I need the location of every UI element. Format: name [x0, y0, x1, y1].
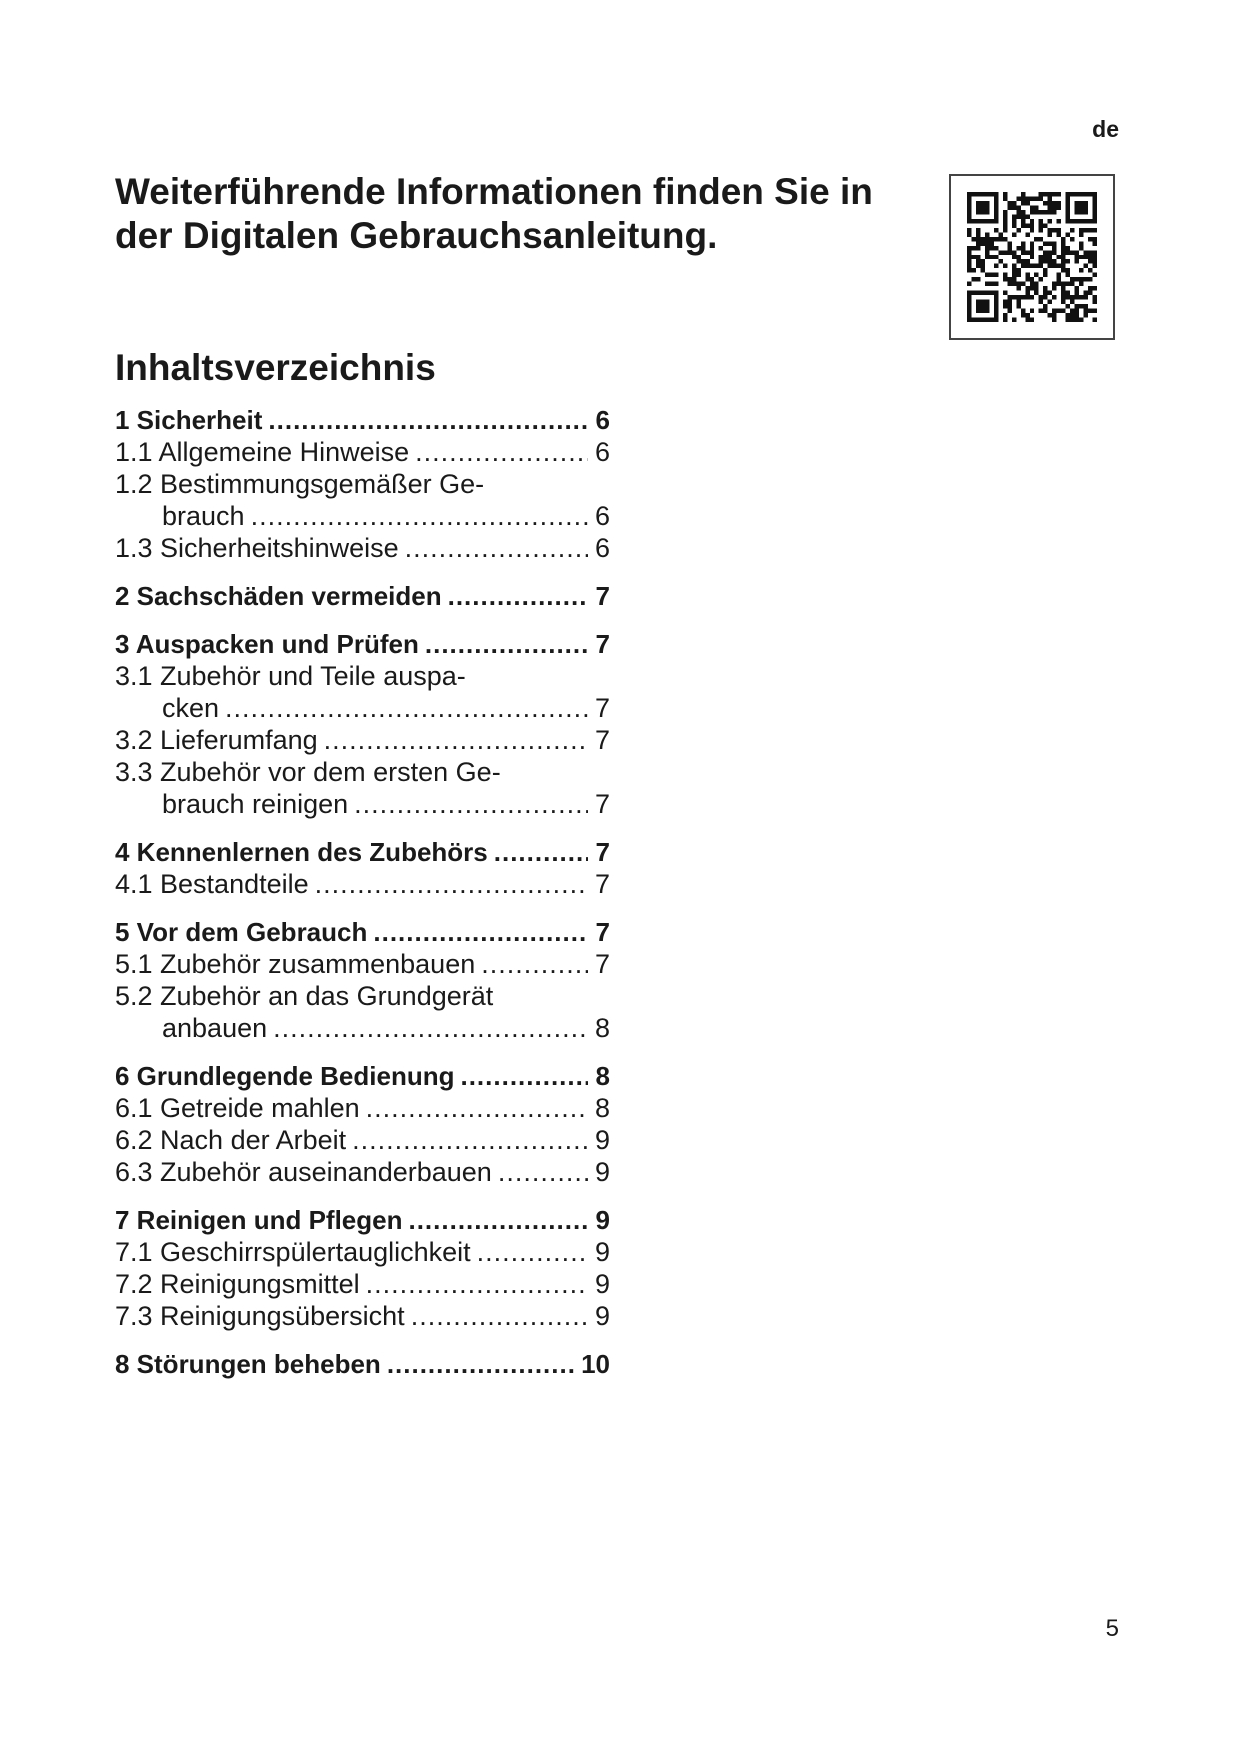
toc-chapter-title: 1 Sicherheit	[115, 405, 263, 435]
toc-page-number: 9	[594, 1269, 610, 1299]
toc-chapter-title: 5 Vor dem Gebrauch	[115, 917, 368, 947]
toc-page-number: 8	[594, 1093, 610, 1123]
toc-section-title: 6.1 Getreide mahlen	[115, 1093, 360, 1123]
toc-chapter-title: 6 Grundlegende Bedienung	[115, 1061, 455, 1091]
toc-chapter-entry[interactable]	[115, 836, 610, 868]
intro-line-1: Weiterführende Informationen finden Sie in	[115, 171, 873, 212]
toc-leader-dots	[366, 1092, 588, 1124]
toc-leader-dots	[405, 532, 588, 564]
toc-chapter-title: 4 Kennenlernen des Zubehörs	[115, 837, 488, 867]
toc-section-entry[interactable]	[115, 1156, 610, 1188]
toc-page-number: 8	[594, 1013, 610, 1043]
toc-section-title: 5.2 Zubehör an das Grundgerät	[115, 981, 494, 1011]
toc-leader-dots	[415, 436, 588, 468]
toc-chapter	[115, 1348, 610, 1380]
toc-leader-dots	[273, 1012, 588, 1044]
toc-page-number: 7	[595, 837, 610, 867]
toc-chapter-title: 7 Reinigen und Pflegen	[115, 1205, 403, 1235]
toc-page-number: 7	[594, 869, 610, 899]
toc-section-entry[interactable]	[115, 692, 610, 724]
toc-leader-dots	[498, 1156, 588, 1188]
toc-chapter-entry[interactable]	[115, 1348, 610, 1380]
toc-section-entry[interactable]	[115, 1268, 610, 1300]
toc-section-entry[interactable]	[115, 1300, 610, 1332]
toc-page-number: 7	[594, 949, 610, 979]
toc-leader-dots	[268, 404, 588, 436]
toc-section-entry[interactable]	[115, 1012, 610, 1044]
toc-page-number: 7	[595, 629, 610, 659]
toc-chapter	[115, 1204, 610, 1332]
toc-section-title: brauch reinigen	[162, 789, 349, 819]
toc-page-number: 7	[595, 581, 610, 611]
toc-section-title: 6.2 Nach der Arbeit	[115, 1125, 347, 1155]
toc-section-title: 3.2 Lieferumfang	[115, 725, 318, 755]
toc-page-number: 9	[594, 1125, 610, 1155]
intro-line-2: der Digitalen Gebrauchsanleitung.	[115, 215, 718, 256]
toc-page-number: 7	[595, 917, 610, 947]
toc-leader-dots	[225, 692, 588, 724]
toc-chapter-entry[interactable]	[115, 580, 610, 612]
toc-chapter-title: 3 Auspacken und Prüfen	[115, 629, 419, 659]
toc-chapter-entry[interactable]	[115, 916, 610, 948]
toc-title: Inhaltsverzeichnis	[115, 347, 436, 388]
toc-chapter-entry[interactable]	[115, 404, 610, 436]
toc-section-entry[interactable]	[115, 436, 610, 468]
toc-chapter-entry[interactable]	[115, 628, 610, 660]
toc-leader-dots	[324, 724, 588, 756]
toc-chapter	[115, 836, 610, 900]
toc-section-title: 7.1 Geschirrspülertauglichkeit	[115, 1237, 471, 1267]
toc-leader-dots	[408, 1204, 588, 1236]
toc-section-title: 1.2 Bestimmungsgemäßer Ge-	[115, 469, 485, 499]
qr-code-icon[interactable]	[949, 174, 1115, 340]
toc-leader-dots	[448, 580, 588, 612]
toc-chapter-entry[interactable]	[115, 1204, 610, 1236]
toc-section-title: brauch	[162, 501, 245, 531]
toc-section-title: 7.3 Reinigungsübersicht	[115, 1301, 405, 1331]
toc-page-number: 9	[594, 1157, 610, 1187]
toc-page-number: 6	[594, 437, 610, 467]
toc-section-title: 7.2 Reinigungsmittel	[115, 1269, 360, 1299]
toc-section-entry[interactable]	[115, 948, 610, 980]
toc-section-entry[interactable]	[115, 532, 610, 564]
toc-chapter	[115, 580, 610, 612]
toc-leader-dots	[477, 1236, 588, 1268]
toc-leader-dots	[315, 868, 588, 900]
toc-leader-dots	[352, 1124, 588, 1156]
toc-section-entry[interactable]	[115, 868, 610, 900]
toc-section-entry[interactable]	[115, 500, 610, 532]
toc-page-number: 9	[594, 1237, 610, 1267]
toc-chapter-title: 8 Störungen beheben	[115, 1349, 381, 1379]
toc-section-title: anbauen	[162, 1013, 268, 1043]
toc-section-title: 4.1 Bestandteile	[115, 869, 309, 899]
toc-chapter	[115, 404, 610, 564]
toc-chapter-entry[interactable]	[115, 1060, 610, 1092]
toc-page-number: 10	[581, 1349, 610, 1379]
toc-section-title: 6.3 Zubehör auseinanderbauen	[115, 1157, 492, 1187]
toc-section-entry[interactable]	[115, 1236, 610, 1268]
toc-section-entry[interactable]	[115, 468, 610, 500]
toc-leader-dots	[354, 788, 588, 820]
qr-code-graphic	[967, 192, 1097, 322]
intro-heading	[115, 170, 935, 258]
toc-page-number: 8	[595, 1061, 610, 1091]
toc-leader-dots	[494, 836, 588, 868]
toc-section-title: cken	[162, 693, 220, 723]
toc-chapter	[115, 916, 610, 1044]
toc-section-entry[interactable]	[115, 1124, 610, 1156]
toc-page-number: 7	[594, 789, 610, 819]
toc-page-number: 7	[594, 693, 610, 723]
toc-section-title: 5.1 Zubehör zusammenbauen	[115, 949, 476, 979]
toc-page-number: 6	[594, 501, 610, 531]
toc-leader-dots	[387, 1348, 575, 1380]
toc-leader-dots	[481, 948, 588, 980]
toc-chapter	[115, 1060, 610, 1188]
toc-leader-dots	[366, 1268, 588, 1300]
toc-chapter-title: 2 Sachschäden vermeiden	[115, 581, 442, 611]
toc-section-title: 1.3 Sicherheitshinweise	[115, 533, 399, 563]
toc-page-number: 6	[595, 405, 610, 435]
toc-leader-dots	[411, 1300, 588, 1332]
toc-leader-dots	[425, 628, 588, 660]
toc-leader-dots	[460, 1060, 588, 1092]
toc-section-entry[interactable]	[115, 1092, 610, 1124]
toc-section-entry[interactable]	[115, 756, 610, 788]
toc-leader-dots	[251, 500, 588, 532]
toc-page-number: 6	[594, 533, 610, 563]
toc-section-entry[interactable]	[115, 980, 610, 1012]
toc-section-entry[interactable]	[115, 724, 610, 756]
toc-section-entry[interactable]	[115, 788, 610, 820]
toc-chapter	[115, 628, 610, 820]
language-label: de	[1092, 116, 1119, 142]
toc-section-title: 3.3 Zubehör vor dem ersten Ge-	[115, 757, 501, 787]
toc-page-number: 9	[595, 1205, 610, 1235]
toc-page-number: 9	[594, 1301, 610, 1331]
table-of-contents	[115, 404, 610, 1396]
toc-section-title: 3.1 Zubehör und Teile auspa-	[115, 661, 466, 691]
toc-page-number: 7	[594, 725, 610, 755]
page-number: 5	[1105, 1615, 1119, 1642]
toc-section-title: 1.1 Allgemeine Hinweise	[115, 437, 410, 467]
toc-section-entry[interactable]	[115, 660, 610, 692]
toc-leader-dots	[373, 916, 588, 948]
